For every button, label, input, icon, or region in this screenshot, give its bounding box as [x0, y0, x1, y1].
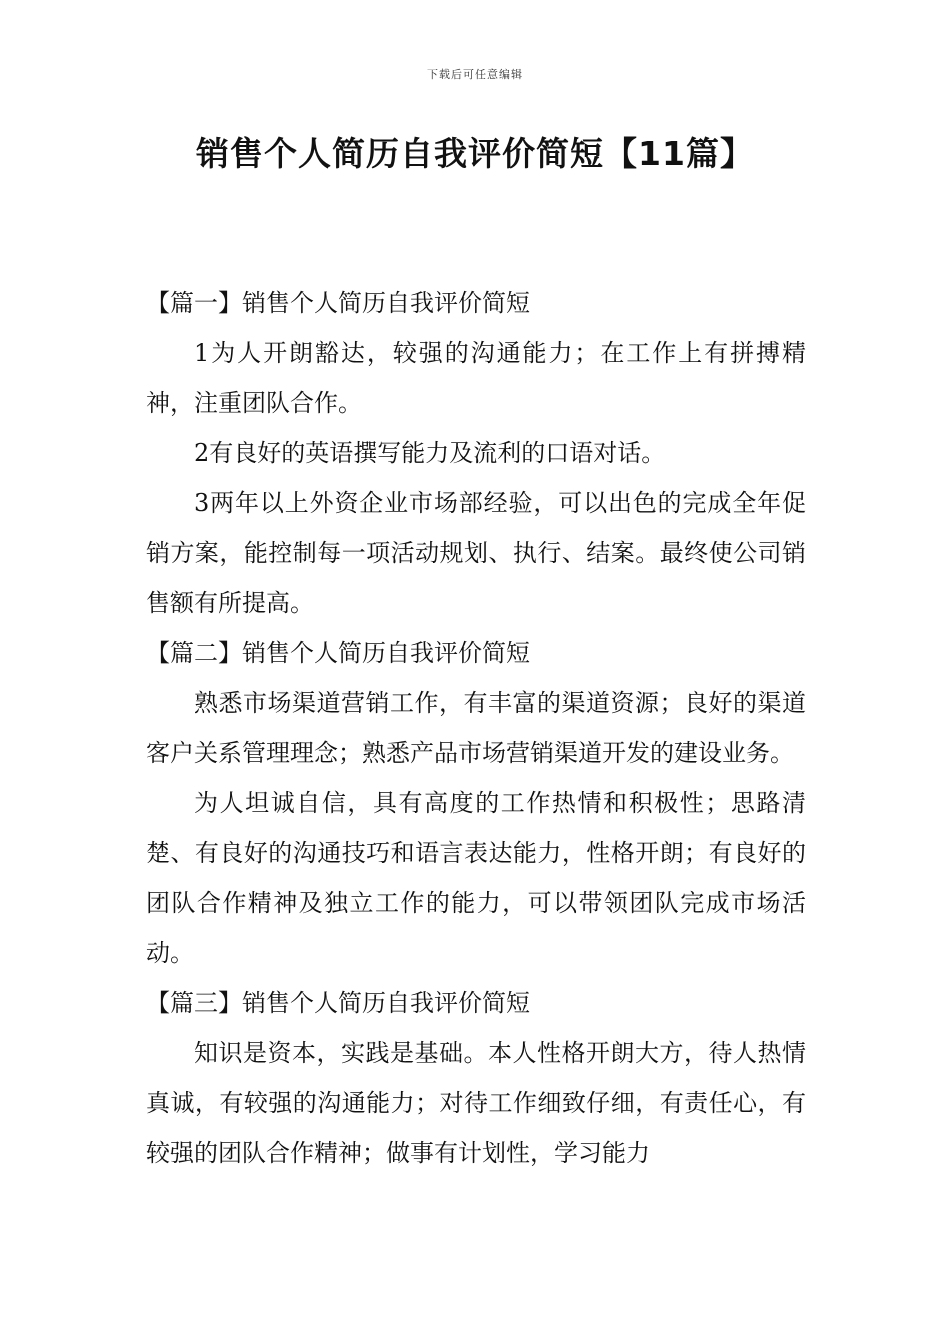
header-note: 下载后可任意编辑	[427, 68, 523, 81]
paragraph: 1为人开朗豁达，较强的沟通能力；在工作上有拼搏精神，注重团队合作。	[146, 339, 806, 417]
paragraph: 熟悉市场渠道营销工作，有丰富的渠道资源；良好的渠道客户关系管理理念；熟悉产品市场营销渠道开发的建设业务。	[146, 689, 806, 767]
paragraph: 3两年以上外资企业市场部经验，可以出色的完成全年促销方案，能控制每一项活动规划、执行、结案。最终使公司销售额有所提高。	[146, 489, 806, 617]
document-body	[146, 278, 806, 1178]
page-title: 销售个人简历自我评价简短【11篇】	[196, 134, 754, 173]
paragraph: 知识是资本，实践是基础。本人性格开朗大方，待人热情真诚，有较强的沟通能力；对待工作细致仔细，有责任心，有较强的团队合作精神；做事有计划性，学习能力	[146, 1039, 806, 1167]
paragraph: 2有良好的英语撰写能力及流利的口语对话。	[194, 439, 666, 467]
paragraph: 为人坦诚自信，具有高度的工作热情和积极性；思路清楚、有良好的沟通技巧和语言表达能力，性格开朗；有良好的团队合作精神及独立工作的能力，可以带领团队完成市场活动。	[146, 789, 806, 967]
section-heading-1: 【篇一】销售个人简历自我评价简短	[146, 289, 530, 317]
section-heading-2: 【篇二】销售个人简历自我评价简短	[146, 639, 530, 667]
section-heading-3: 【篇三】销售个人简历自我评价简短	[146, 989, 530, 1017]
